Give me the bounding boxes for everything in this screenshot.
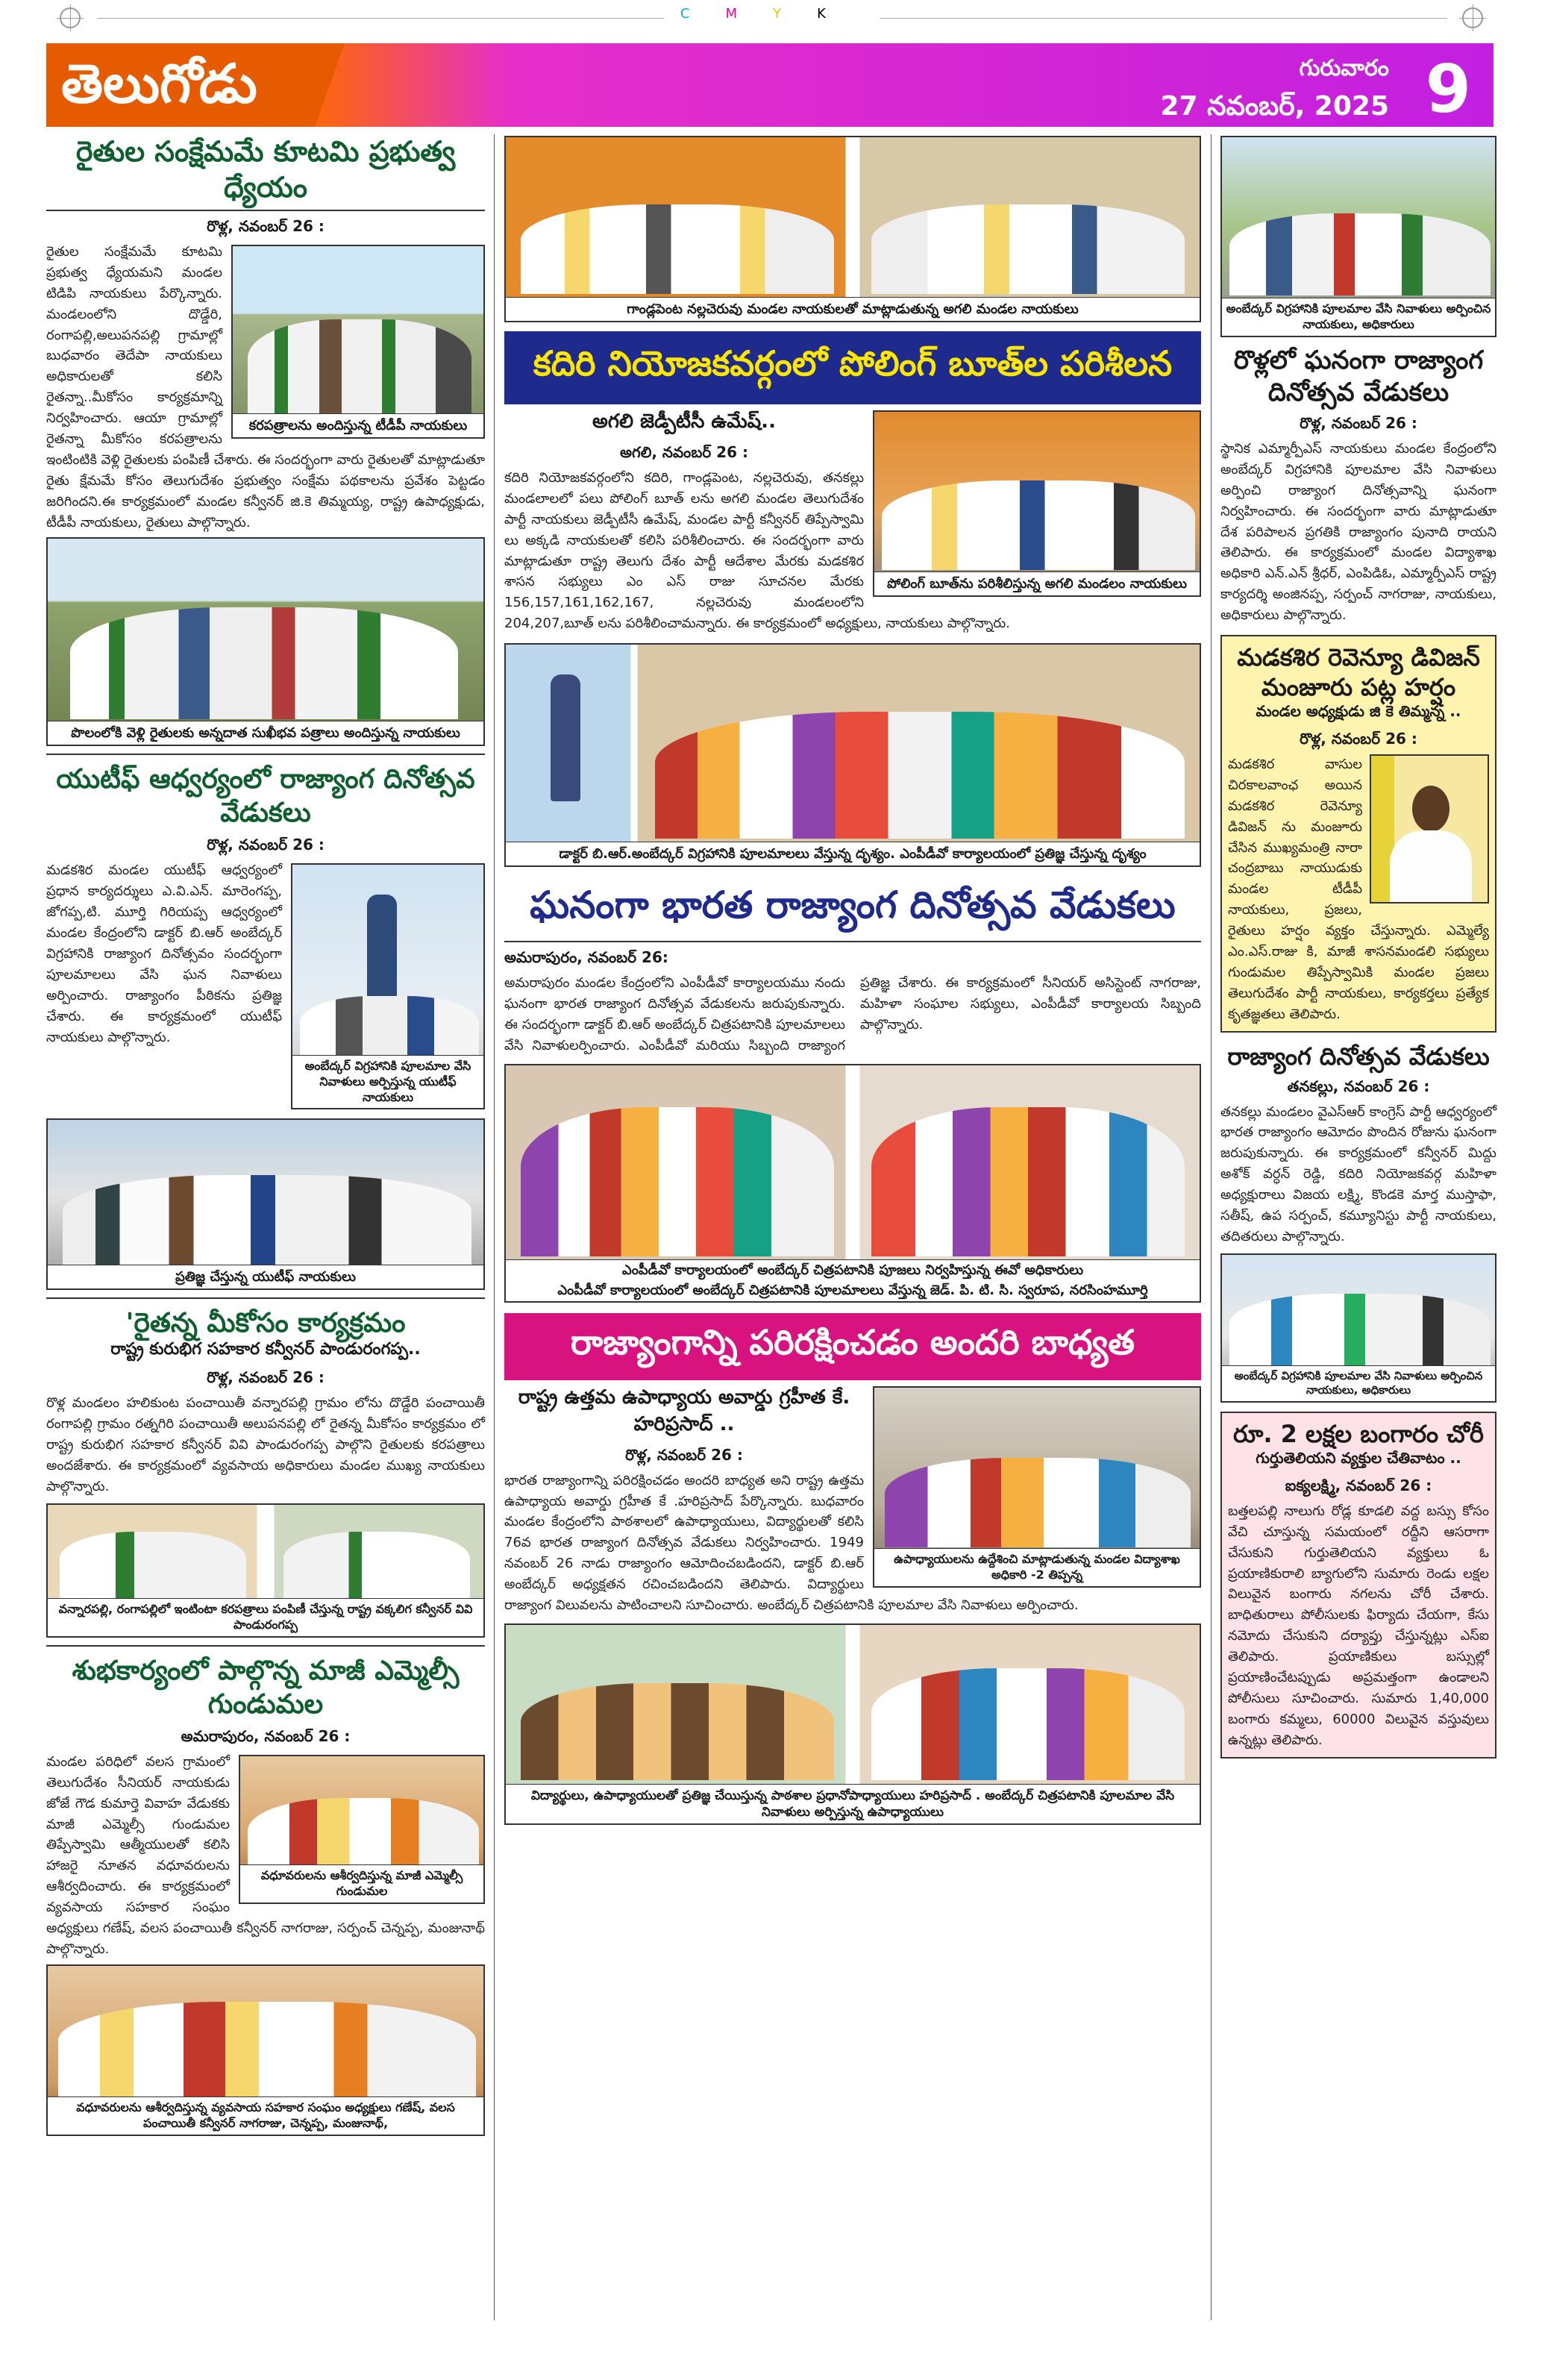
photo-caption: పోలింగ్ బూత్‌ను పరిశీలిస్తున్న అగలి మండలం నాయకులు xyxy=(874,571,1200,595)
news-photo xyxy=(46,1964,485,2136)
people-group xyxy=(655,712,1185,839)
photo-caption: ఎంపీడీవో కార్యాలయంలో అంబేద్కర్ చిత్రపటానికి పూలమాలలు వేస్తున్న జెడ్. పి. టి. సి. స్వరూప, నరసింహమూర్తి xyxy=(506,1280,1200,1300)
trim-line xyxy=(97,18,664,19)
people-group xyxy=(871,1107,1185,1256)
statue-shape xyxy=(551,674,580,801)
people-group xyxy=(871,1668,1185,1780)
portrait-body xyxy=(1390,830,1472,904)
portrait-head xyxy=(1412,786,1449,832)
news-photo xyxy=(231,245,485,439)
news-photo xyxy=(239,1755,485,1904)
article-rolla-constitution-day xyxy=(1220,345,1496,626)
article-protect-constitution xyxy=(504,1386,1201,1616)
article-dateline: రొళ్ల, నవంబర్ 26 : xyxy=(207,217,325,235)
masthead xyxy=(46,43,1494,127)
page-number: 9 xyxy=(1425,51,1471,128)
people-group xyxy=(521,1683,834,1780)
color-registration-marks xyxy=(0,6,1542,22)
article-dateline: అగలి, నవంబర్ 26 : xyxy=(620,443,748,461)
news-photo xyxy=(46,537,485,746)
article-body: మడకశిర మండల యుటీఫ్ ఆధ్వర్యంలో ప్రధాన కార్యదర్శులు ఎ.వి.ఎన్. మారెంగప్ప, జోగప్ప,టి. మూర్తి గిరియప్ప ఆధ్వర్యంలో మండల కేంద్రంలోని డాక్టర్ బి.ఆర్ అంబేద్కర్ విగ్రహానికి రాజ్యాంగ దినోత్సవం సందర్భంగా పూలమాలలు వేసి ఘన నివాళులు అర్పించారు. రాజ్యాంగం పీఠికను ప్రతిజ్ఞ చేశారు. ఈ కార్యక్రమంలో యుటీఫ్ నాయకులు పాల్గొన్నారు. xyxy=(46,862,282,1045)
trim-line xyxy=(880,18,1447,19)
news-photo xyxy=(873,410,1201,597)
story-banner: కదిరి నియోజకవర్గంలో పోలింగ్ బూత్‌ల పరిశీలన xyxy=(504,331,1201,404)
article-headline: శుభకార్యంలో పాల్గొన్న మాజీ ఎమ్మెల్సీ గుండుమల xyxy=(72,1655,460,1720)
article-body: రొళ్ల మండలం హలికుంట పంచాయితీ వన్నారపల్లి గ్రామం లోను దొడ్డేరి పంచాయితీ రంగాపల్లి గ్రామం రత్నగిరి పంచాయితీ అలుపనపల్లి లో రైతన్న మీకోసం కార్యక్రమం లో రాష్ట్ర కురుభిగ సహకార కన్వీనర్ వివి పాండురంగప్ప పాల్గొని రైతులకు కరపత్రాలు అందజేశారు. ఈ కార్యక్రమంలో వ్యవసాయ అధికారులు మండల ముఖ్య నాయకులు పాల్గొన్నారు. xyxy=(46,1395,485,1495)
caption-stack xyxy=(506,1259,1200,1301)
people-group xyxy=(283,1532,470,1599)
article-subheadline: రాష్ట్ర కురుభిగ సహకార కన్వీనర్ పాండురంగప్ప.. xyxy=(110,1340,421,1359)
news-photo xyxy=(873,1386,1201,1588)
newspaper-logo: తెలుగోడు xyxy=(46,43,315,127)
article-dateline: అమరాపురం, నవంబర్ 26: xyxy=(504,948,668,967)
photo-caption: వన్నారపల్లి, రంగాపల్లిలో ఇంటింటా కరపత్రాలు పంపిణీ చేస్తున్న రాష్ట్ర వక్కలిగ కన్వీనర్ వివి పాండురంగప్ప xyxy=(48,1598,483,1636)
article-subheadline: రాష్ట్ర ఉత్తమ ఉపాధ్యాయ అవార్డు గ్రహీత కే. హరిప్రసాద్ .. xyxy=(518,1385,850,1435)
news-photo xyxy=(504,643,1201,867)
photo-caption: ప్రతిజ్ఞ చేస్తున్న యుటీఫ్ నాయకులు xyxy=(48,1265,483,1288)
article-subheadline: గుర్తుతెలియని వ్యక్తుల చేతివాటం .. xyxy=(1256,1448,1461,1467)
people-group xyxy=(60,1532,246,1599)
photo-caption: ఉపాధ్యాయులను ఉద్దేశించి మాట్లాడుతున్న మండల విద్యాశాఖ అధికారి -2 తిప్పన్న xyxy=(874,1548,1200,1586)
article-body: రైతుల సంక్షేమమే కూటమి ప్రభుత్వ ధ్యేయమని మండల టిడిపి నాయకులు పేర్కొన్నారు. మండలంలోని దొడ్డేరి, రంగాపల్లి,అలుపనపల్లి గ్రామాల్లో బుధవారం తెదేపా నాయకులు అధికారులతో కలిసి రైతన్నా..మీకోసం కార్యక్రమాన్ని నిర్వహించారు. ఆయా గ్రామాల్లో రైతన్నా మీకోసం కరపత్రాలను ఇంటింటికి వెళ్లి రైతులకు పంపిణీ చేశారు. ఈ సందర్భంగా వారు రైతులతో మాట్లాడుతూ రైతు క్షేమమే కోసం తెలుగుదేశం ప్రభుత్వం సంక్షేమ పథకాలను ప్రవేశం పెట్టడం జరిగిందని.ఈ కార్యక్రమంలో మండల కన్వీనర్ జి.కె తిమ్మయ్య, రాష్ట్ర ఉపాధ్యక్షుడు, టీడీపీ నాయకులు, రైతులు పాల్గొన్నారు. xyxy=(46,244,485,530)
article-subheadline: అగలి జెడ్పీటీసీ ఉమేష్.. xyxy=(592,410,776,433)
photo-caption: వధూవరులను ఆశీర్వదిస్తున్న వ్యవసాయ సహకార సంఘం అధ్యక్షులు గణేష్, వలస పంచాయితీ కన్వీనర్ నాగరాజు, చెన్నప్ప, మంజునాథ్, xyxy=(48,2096,483,2135)
people-group xyxy=(871,204,1185,294)
article-dateline: రొళ్ల, నవంబర్ 26 : xyxy=(207,1368,325,1387)
portrait-photo xyxy=(1370,754,1489,904)
article-dateline: తనకల్లు, నవంబర్ 26 : xyxy=(1287,1077,1430,1095)
black-mark: K xyxy=(817,6,862,22)
left-column xyxy=(46,134,485,2136)
photo-caption: డాక్టర్ బి.ఆర్.అంబేద్కర్ విగ్రహానికి పూలమాలలు వేస్తున్న దృశ్యం. ఎంపీడీవో కార్యాలయంలో ప్రతిజ్ఞ చేస్తున్న దృశ్యం xyxy=(506,842,1200,865)
people-group xyxy=(63,1175,471,1265)
magenta-mark: M xyxy=(725,6,774,22)
news-photo xyxy=(504,1623,1201,1825)
right-column xyxy=(1220,136,1496,1759)
article-headline: రాజ్యాంగ దినోత్సవ వేడుకలు xyxy=(1227,1042,1490,1071)
issue-date: 27 నవంబర్, 2025 xyxy=(1160,91,1389,122)
article-body: బత్తలపల్లి నాలుగు రోడ్ల కూడలి వద్ద బస్సు కోసం వేచి చూస్తున్న సమయంలో రద్దీని ఆసరాగా చేసుకుని గుర్తుతెలియని వ్యక్తులు ఓ ప్రయాణికురాలి బ్యాగులోని సుమారు రెండు లక్షల విలువైన బంగారు నగలను చోరీ చేశారు. బాధితురాలు పోలీసులకు ఫిర్యాదు చేయగా, కేసు నమోదు చేసుకుని దర్యాప్తు చేస్తున్నట్లు ఎస్ఐ తెలిపారు. ప్రయాణికులు బస్సుల్లో ప్రయాణించేటప్పుడు అప్రమత్తంగా ఉండాలని పోలీసులు సూచించారు. సుమారు 1,40,000 బంగారు కమ్మలు, 60000 విలువైన వస్తువులు ఉన్నట్లు తెలిపారు. xyxy=(1228,1503,1489,1748)
registration-target-icon xyxy=(60,7,81,28)
news-photo xyxy=(1220,1253,1496,1403)
people-group xyxy=(248,319,471,416)
photo-caption: కరపత్రాలను అందిస్తున్న టీడీపీ నాయకులు xyxy=(233,413,483,437)
photo-caption: అంబేద్కర్ విగ్రహానికి పూలమాల వేసి నివాళులు అర్పిస్తున్న యుటీఫ్ నాయకులు xyxy=(292,1055,483,1108)
story-banner: ఘనంగా భారత రాజ్యాంగ దినోత్సవ వేడుకలు xyxy=(504,879,1201,942)
article-farmers-welfare xyxy=(46,134,485,746)
article-dateline: రొళ్ల, నవంబర్ 26 : xyxy=(207,836,325,854)
statue-shape xyxy=(367,895,397,1006)
article-headline: 'రైతన్న మీకోసం కార్యక్రమం xyxy=(125,1308,406,1339)
divider xyxy=(46,1297,485,1299)
article-dateline: అమరాపురం, నవంబర్ 26 : xyxy=(181,1726,351,1745)
yellow-mark: Y xyxy=(773,6,818,22)
article-subheadline: మండల అధ్యక్షుడు జి కె తిమ్మన్న .. xyxy=(1256,702,1461,721)
article-body: అమరాపురం మండల కేంద్రంలోని ఎంపీడీవో కార్యాలయము నందు ఘనంగా భారత రాజ్యాంగ దినోత్సవ వేడుకలను జరుపుకున్నారు. ఈ సందర్భంగా డాక్టర్ బి.ఆర్ అంబేద్కర్ చిత్రపటానికి పూలమాలలు వేసి నివాళులర్పించారు. ఎంపీడీవో మరియు సిబ్బంది రాజ్యాంగ ప్రతిజ్ఞ చేశారు. ఈ కార్యక్రమంలో సీనియర్ అసిస్టెంట్ నాగరాజు, మహిళా సంఘాల సభ్యులు, ఎంపీడీవో కార్యాలయ సిబ్బంది పాల్గొన్నారు. xyxy=(504,975,1201,1053)
article-body: స్థానిక ఎమ్మార్పీఎస్ నాయకులు మండల కేంద్రంలోని అంబేద్కర్ విగ్రహానికి పూలమాల వేసి నివాళులు అర్పించి రాజ్యాంగ దినోత్సవాన్ని ఘనంగా నిర్వహించారు. ఈ సందర్భంగా వారు మాట్లాడుతూ దేశ పరిపాలన ప్రగతికి రాజ్యాంగం పునాది రాయని తెలిపారు. ఈ కార్యక్రమంలో మండల విద్యాశాఖ అధికారి ఎన్.ఎన్ శ్రీధర్, ఎంపిడిఓ, ఎమ్మార్పీఎస్ రాష్ట్ర కార్యదర్శి అంజినప్ప, సర్పంచ్ నాగరాజు, నాయకులు, అధికారులు పాల్గొన్నారు. xyxy=(1220,441,1496,624)
news-photo xyxy=(504,136,1201,322)
article-farmers-program xyxy=(46,1306,485,1637)
date-block xyxy=(1160,55,1389,128)
news-photo xyxy=(504,1064,1201,1303)
article-headline: మడకశిర రెవెన్యూ డివిజన్ మంజూరు పట్ల హర్షం xyxy=(1237,643,1480,702)
divider xyxy=(46,1645,485,1647)
center-column xyxy=(504,136,1201,1825)
photo-caption: గాండ్లపెంట నల్లచెరువు మండల నాయకులతో మాట్లాడుతున్న అగలి మండల నాయకులు xyxy=(506,297,1200,321)
article-dateline: రొళ్ల, నవంబర్ 26 : xyxy=(1300,414,1417,432)
registration-target-icon xyxy=(1462,7,1483,28)
photo-caption: ఎంపీడీవో కార్యాలయంలో అంబేద్కర్ చిత్రపటానికి పూజలు నిర్వహిస్తున్న ఈవో అధికారులు xyxy=(506,1260,1200,1280)
cyan-mark: C xyxy=(680,6,726,22)
people-group xyxy=(300,996,479,1063)
article-headline: రైతుల సంక్షేమమే కూటమి ప్రభుత్వ ధ్యేయం xyxy=(46,134,485,211)
photo-caption: అంబేద్కర్ విగ్రహానికి పూలమాల వేసి నివాళులు అర్పించిన నాయకులు, అధికారులు xyxy=(1222,1365,1495,1401)
people-group xyxy=(1229,213,1491,295)
article-body: తనకల్లు మండలం వైఎస్ఆర్ కాంగ్రెస్ పార్టీ ఆధ్వర్యంలో భారత రాజ్యాంగం ఆమోదం పొందిన రోజును ఘనంగా జరుపుకున్నారు. ఈ కార్యక్రమంలో కన్వీనర్ మిద్దు అశోక్ వర్ధన్ రెడ్డి, కదిరి నియోజకవర్గ మహిళా అధ్యక్షురాలు విజయ లక్ష్మి, కొండకె మార్త ముస్తాఫా, సతీష్, ఉప సర్పంచ్, కమ్యూనిస్టు పార్టీ నాయకులు, తదితరులు పాల్గొన్నారు. xyxy=(1220,1103,1496,1244)
people-group xyxy=(882,480,1195,570)
story-banner: రాజ్యాంగాన్ని పరిరక్షించడం అందరి బాధ్యత xyxy=(504,1313,1201,1380)
column-rule xyxy=(494,134,495,2320)
article-constitution-day-amarapuram xyxy=(504,948,1201,1303)
article-dateline: రొళ్ల, నవంబర్ 26 : xyxy=(625,1445,743,1464)
people-group xyxy=(1229,1294,1491,1368)
article-headline: యుటీఫ్ ఆధ్వర్యంలో రాజ్యాంగ దినోత్సవ వేడుకలు xyxy=(56,764,475,829)
photo-caption: వధూవరులను ఆశీర్వదిస్తున్న మాజీ ఎమ్మెల్సీ గుండుమల xyxy=(240,1864,483,1903)
column-rule xyxy=(1211,134,1212,2320)
article-body: భారత రాజ్యాంగాన్ని పరిరక్షించడం అందరి బాధ్యత అని రాష్ట్ర ఉత్తమ ఉపాధ్యాయ అవార్డు గ్రహీత కే .హరిప్రసాద్ పేర్కొన్నారు. బుధవారం మండల కేంద్రంలోని పాఠశాలలో ఉపాధ్యాయులు, విద్యార్థులతో కలిసి 76వ భారత రాజ్యాంగ దినోత్సవ వేడుకలు నిర్వహించారు. 1949 నవంబర్ 26 నాడు రాజ్యాంగం ఆమోదించబడిందని, డాక్టర్ బి.ఆర్ అంబేద్కర్ అధ్యక్షతన రచించబడిందని తెలిపారు. విద్యార్థులు రాజ్యాంగ విలువలను పాటించాలని సూచించారు. అంబేద్కర్ చిత్రపటానికి పూలమాల వేసి నివాళులు అర్పించారు. xyxy=(504,1472,1079,1614)
article-headline: రొళ్లలో ఘనంగా రాజ్యాంగ దినోత్సవ వేడుకలు xyxy=(1233,345,1484,407)
people-group xyxy=(885,1458,1191,1547)
article-revenue-division xyxy=(1220,635,1496,1033)
people-group xyxy=(521,204,834,294)
divider xyxy=(46,754,485,755)
photo-caption: అంబేద్కర్ విగ్రహానికి పూలమాల వేసి నివాళులు అర్పించిన నాయకులు, అధికారులు xyxy=(1222,298,1495,336)
news-photo xyxy=(46,1118,485,1290)
article-body: కదిరి నియోజకవర్గంలోని కదిరి, గాండ్లపెంట, నల్లచెరువు, తనకల్లు మండలాలలో పలు పోలింగ్ బూత్ లను అగలి మండల తెలుగుదేశం పార్టీ నాయకులు జెడ్పీటీసీ ఉమేష్, మండల పార్టీ కన్వీనర్ తిప్పేస్వామి లు అక్కడి నాయకులతో కలిసి పరిశీలించారు. ఈ సందర్భంగా వారు మాట్లాడుతూ రాష్ట్ర తెలుగు దేశం పార్టీ ఆదేశాల మేరకు మడకశిర శాసన సభ్యులు ఎం ఎస్ రాజు సూచనల మేరకు 156,157,161,162,167, నల్లచెరువు మండలంలోని 204,207,బూత్ లను పరిశీలించామన్నారు. ఈ కార్యక్రమంలో అధ్యక్షులు, నాయకులు పాల్గొన్నారు. xyxy=(504,470,1010,632)
article-body: మండల పరిధిలో వలస గ్రామంలో తెలుగుదేశం సీనియర్ నాయకుడు జోజే గౌడ కుమార్తె వివాహ వేడుకకు మాజీ ఎమ్మెల్సీ గుండుమల తిప్పేస్వామి ఆత్మీయులతో కలిసి హాజరై నూతన వధూవరులను ఆశీర్వదించారు. ఈ కార్యక్రమంలో వ్యవసాయ సహకార సంఘం అధ్యక్షులు గణేష్, వలస పంచాయితీ కన్వీనర్ నాగరాజు, సర్పంచ్ చెన్నప్ప, మంజునాథ్ పాల్గొన్నారు. xyxy=(46,1753,485,1957)
people-group xyxy=(70,607,458,719)
article-wedding-event xyxy=(46,1654,485,2136)
news-photo xyxy=(1220,136,1496,337)
news-photo xyxy=(46,1503,485,1638)
photo-caption: పొలంలోకి వెళ్లి రైతులకు అన్నదాత సుఖీభవ పత్రాలు అందిస్తున్న నాయకులు xyxy=(48,721,483,745)
issue-day: గురువారం xyxy=(1299,55,1389,81)
article-polling-booths xyxy=(504,410,1201,634)
article-utf-constitution-day xyxy=(46,762,485,1290)
article-body: మడకశిర వాసుల చిరకాలవాంఛ అయిన మడకశిర రెవెన్యూ డివిజన్ ను మంజూరు చేసిన ముఖ్యమంత్రి నారా చంద్రబాబు నాయుడుకు మండల టీడీపీ నాయకులు, ప్రజలు, రైతులు హర్షం వ్యక్తం చేస్తున్నారు. ఎమ్మెల్యే ఎం.ఎస్.రాజు కి, మాజీ శాసనమండలి సభ్యులు గుండుమల తిప్పేస్వామికి మండల ప్రజలు తెలుగుదేశం పార్టీ నాయకులు, కార్యకర్తలు ప్రత్యేక కృతజ్ఞతలు తెలిపారు. xyxy=(1228,757,1489,1022)
article-gold-theft xyxy=(1220,1412,1496,1759)
article-dateline: ఐక్యలక్ష్మి, నవంబర్ 26 : xyxy=(1285,1476,1432,1494)
people-group xyxy=(58,2002,476,2099)
article-headline: రూ. 2 లక్షల బంగారం చోరీ xyxy=(1232,1419,1484,1448)
article-dateline: రొళ్ల, నవంబర్ 26 : xyxy=(1300,730,1417,748)
photo-caption: విద్యార్థులు, ఉపాధ్యాయులతో ప్రతిజ్ఞ చేయిస్తున్న పాఠశాల ప్రధానోపాధ్యాయులు హరిప్రసాద్ . అంబేద్కర్ చిత్రపటానికి పూలమాల వేసి నివాళులు అర్పిస్తున్న ఉపాధ్యాయులు xyxy=(506,1784,1200,1823)
article-tanakallu-constitution-day xyxy=(1220,1042,1496,1403)
people-group xyxy=(521,1107,834,1256)
news-photo xyxy=(291,863,485,1109)
